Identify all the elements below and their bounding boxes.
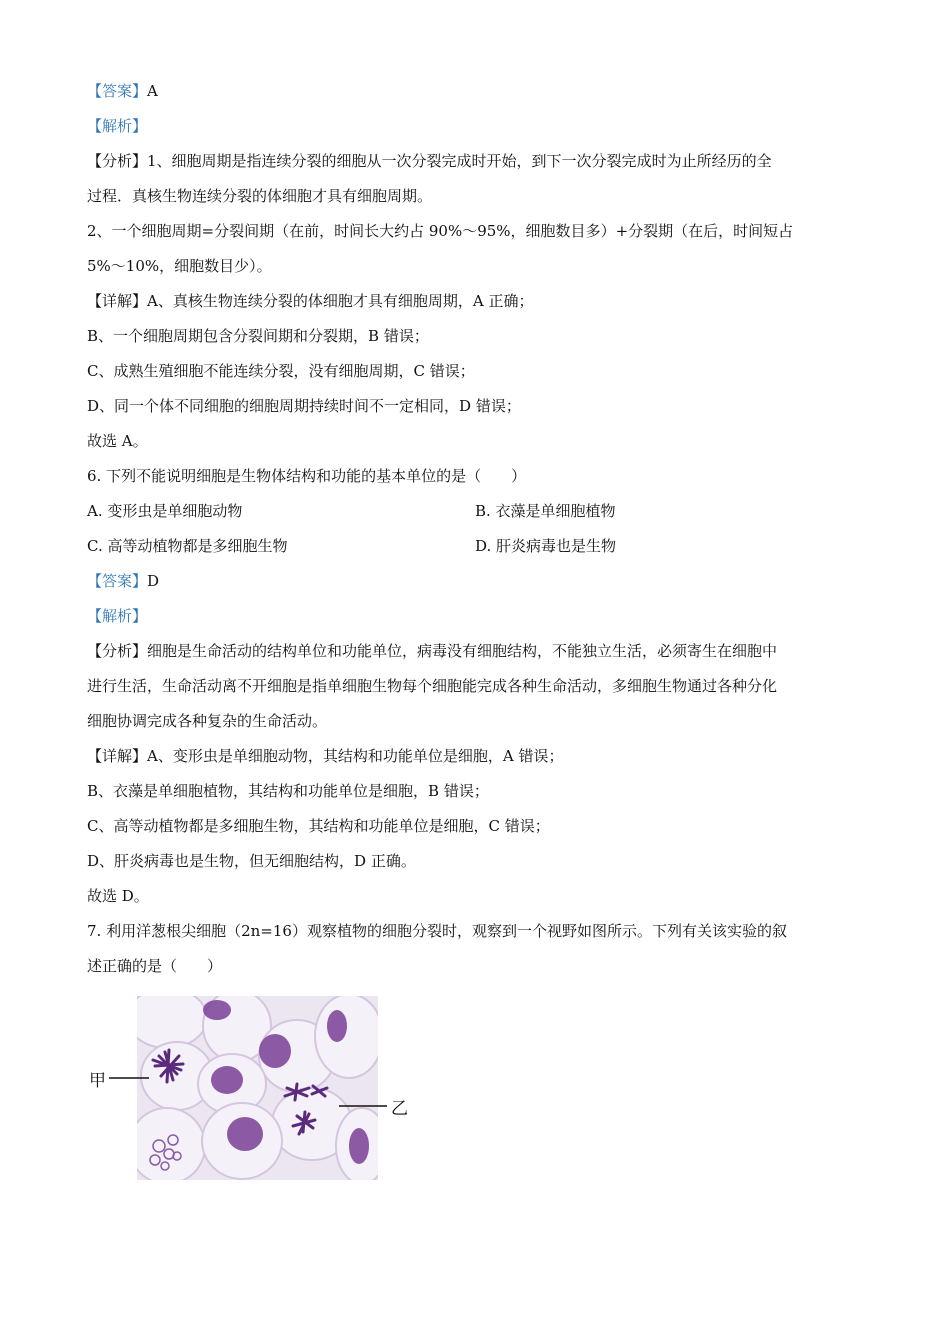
q6-detail-line-4: D、肝炎病毒也是生物，但无细胞结构，D 正确。 <box>87 852 416 870</box>
document-page <box>87 74 867 1192</box>
q6-option-c: C. 高等动植物都是多细胞生物 <box>87 537 288 555</box>
label-yi: 乙 <box>391 1099 408 1119</box>
q6-options-row-1 <box>87 494 867 529</box>
q6-analysis-line <box>87 599 867 634</box>
label-jia: 甲 <box>89 1071 106 1091</box>
q7-question-line-2: 述正确的是（ ） <box>87 957 223 975</box>
q5-fenxi-line-2: 过程．真核生物连续分裂的体细胞才具有细胞周期。 <box>87 187 433 205</box>
q5-detail-line-4: D、同一个体不同细胞的细胞周期持续时间不一定相同，D 错误； <box>87 397 521 415</box>
detail-tag: 【详解】 <box>87 747 148 765</box>
q5-fenxi-line-4: 5%～10%，细胞数目少）。 <box>87 257 272 275</box>
q6-detail-line-3: C、高等动植物都是多细胞生物，其结构和功能单位是细胞，C 错误； <box>87 817 550 835</box>
q6-answer-line <box>87 564 867 599</box>
q6-fenxi-line-1 <box>87 634 867 669</box>
q6-option-d: D. 肝炎病毒也是生物 <box>475 537 617 555</box>
q6-fenxi-line-3: 细胞协调完成各种复杂的生命活动。 <box>87 712 328 730</box>
q6-fenxi-line-2: 进行生活，生命活动离不开细胞是指单细胞生物每个细胞能完成各种生命活动，多细胞生物通过各种分化 <box>87 677 778 695</box>
answer-tag: 【答案】 <box>87 572 148 590</box>
q5-analysis-line <box>87 109 867 144</box>
answer-value: D <box>147 572 160 590</box>
fenxi-tag: 【分析】 <box>87 642 148 660</box>
q5-fenxi-line-3: 2、一个细胞周期=分裂间期（在前，时间长大约占 90%～95%，细胞数目多）+分裂期（在后，时间短占 <box>87 222 794 240</box>
q7-question-line-1: 7. 利用洋葱根尖细胞（2n=16）观察植物的细胞分裂时，观察到一个视野如图所示。下列有关该实验的叙 <box>87 922 787 940</box>
q5-fenxi-line-1 <box>87 144 867 179</box>
fenxi-text: 1、细胞周期是指连续分裂的细胞从一次分裂完成时开始，到下一次分裂完成时为止所经历的全 <box>147 152 772 170</box>
analysis-tag: 【解析】 <box>87 117 148 135</box>
q6-option-b: B. 衣藻是单细胞植物 <box>475 502 616 520</box>
answer-tag: 【答案】 <box>87 82 148 100</box>
q6-option-a: A. 变形虫是单细胞动物 <box>87 502 243 520</box>
q6-options-row-2 <box>87 529 867 564</box>
label-leader-lines <box>87 996 417 1192</box>
q5-detail-line-3: C、成熟生殖细胞不能连续分裂，没有细胞周期，C 错误； <box>87 362 475 380</box>
q6-detail-line-1 <box>87 739 867 774</box>
q5-conclusion: 故选 A。 <box>87 432 148 450</box>
micrograph-figure <box>87 996 417 1192</box>
q5-answer-line <box>87 74 867 109</box>
fenxi-tag: 【分析】 <box>87 152 148 170</box>
q5-detail-line-1 <box>87 284 867 319</box>
fenxi-text: 细胞是生命活动的结构单位和功能单位，病毒没有细胞结构，不能独立生活，必须寄生在细胞中 <box>147 642 778 660</box>
analysis-tag: 【解析】 <box>87 607 148 625</box>
q5-detail-line-2: B、一个细胞周期包含分裂间期和分裂期，B 错误； <box>87 327 429 345</box>
answer-value: A <box>147 82 158 100</box>
detail-text: A、真核生物连续分裂的体细胞才具有细胞周期，A 正确； <box>147 292 534 310</box>
detail-tag: 【详解】 <box>87 292 148 310</box>
q6-detail-line-2: B、衣藻是单细胞植物，其结构和功能单位是细胞，B 错误； <box>87 782 489 800</box>
detail-text: A、变形虫是单细胞动物，其结构和功能单位是细胞，A 错误； <box>147 747 564 765</box>
q6-conclusion: 故选 D。 <box>87 887 149 905</box>
q6-question: 6. 下列不能说明细胞是生物体结构和功能的基本单位的是（ ） <box>87 467 527 485</box>
